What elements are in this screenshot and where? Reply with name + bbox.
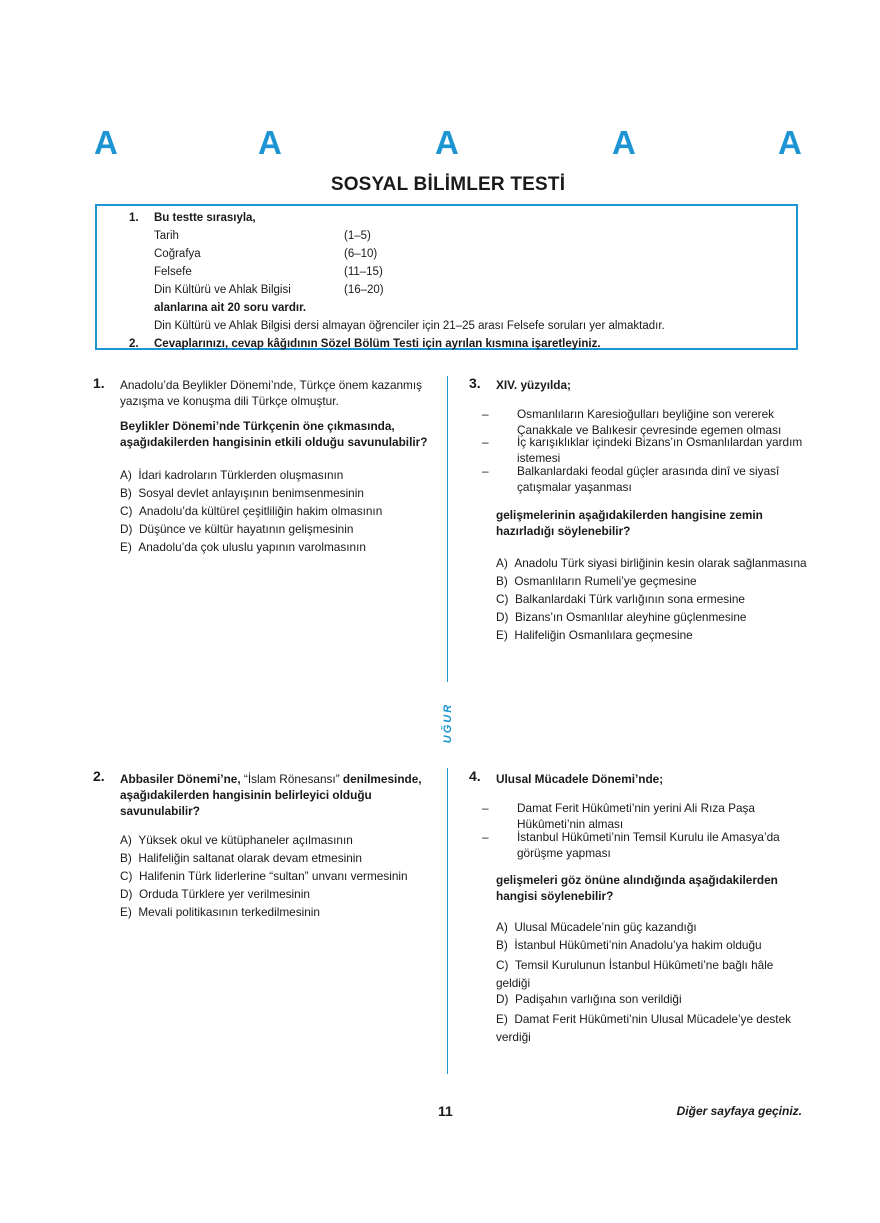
answer-option[interactable]: B) Sosyal devlet anlayışının benimsenmesinin xyxy=(120,486,364,500)
answer-option[interactable]: B) Osmanlıların Rumeli’ye geçmesine xyxy=(496,574,697,588)
bullet-dash: – xyxy=(482,801,489,815)
question-number: 2. xyxy=(93,768,105,784)
subject-name: Din Kültürü ve Ahlak Bilgisi xyxy=(154,284,291,296)
answer-option[interactable]: C) Anadolu’da kültürel çeşitliliğin hakim olmasının xyxy=(120,504,383,518)
instruction-number: 2. xyxy=(129,338,139,350)
brand-logo: UĞUR xyxy=(442,702,455,744)
bullet-dash: – xyxy=(482,830,489,844)
answer-option[interactable]: E) Mevali politikasının terkedilmesinin xyxy=(120,905,320,919)
answer-option[interactable]: D) Düşünce ve kültür hayatının gelişmesinin xyxy=(120,522,354,536)
answer-option[interactable]: A) İdari kadroların Türklerden oluşmasının xyxy=(120,468,344,482)
question-stem: Anadolu’da Beylikler Dönemi’nde, Türkçe önem kazanmış yazışma ve konuşma dili Türkçe olmuştur. xyxy=(120,378,423,408)
column-divider xyxy=(447,376,448,682)
subject-name: Felsefe xyxy=(154,266,192,278)
answer-option[interactable]: C) Halifenin Türk liderlerine “sultan” unvanı vermesinin xyxy=(120,869,408,883)
subject-name: Tarih xyxy=(154,230,179,242)
subject-range: (6–10) xyxy=(344,248,378,260)
question-number: 4. xyxy=(469,768,481,784)
question-intro: XIV. yüzyılda; xyxy=(496,378,571,392)
bullet-text: İç karışıklıklar içindeki Bizans’ın Osmanlılardan yardım istemesi xyxy=(517,435,803,465)
booklet-letter: A xyxy=(435,124,459,161)
question-number: 1. xyxy=(93,375,105,391)
instructions-box xyxy=(95,204,798,350)
answer-option[interactable]: D) Padişahın varlığına son verildiği xyxy=(496,992,682,1006)
subject-range: (11–15) xyxy=(344,266,383,278)
count-text: alanlarına ait 20 soru vardır. xyxy=(154,302,307,314)
answer-option[interactable]: B) Halifeliğin saltanat olarak devam etmesinin xyxy=(120,851,362,865)
bullet-text: Damat Ferit Hükûmeti’nin yerini Ali Rıza Paşa Hükûmeti’nin alması xyxy=(517,801,755,831)
booklet-letter: A xyxy=(612,124,636,161)
answer-option[interactable]: E) Damat Ferit Hükûmeti’nin Ulusal Mücadele’ye destek verdiği xyxy=(496,1012,792,1044)
booklet-letter: A xyxy=(258,124,282,161)
answer-option[interactable]: E) Halifeliğin Osmanlılara geçmesine xyxy=(496,628,693,642)
question-intro: Ulusal Mücadele Dönemi’nde; xyxy=(496,772,664,786)
bullet-text: Osmanlıların Karesioğulları beyliğine son vererek Çanakkale ve Balıkesir çevresinde egemen olması xyxy=(517,407,782,437)
booklet-letter: A xyxy=(778,124,802,161)
instruction-heading: Bu testte sırasıyla, xyxy=(154,212,256,224)
bullet-dash: – xyxy=(482,407,489,421)
page-title: SOSYAL BİLİMLER TESTİ xyxy=(330,174,566,195)
page-number: 11 xyxy=(438,1103,453,1119)
instruction-number: 1. xyxy=(129,212,139,224)
answer-option[interactable]: D) Bizans’ın Osmanlılar aleyhine güçlenmesine xyxy=(496,610,747,624)
question-prompt: gelişmeleri göz önüne alındığında aşağıdakilerden hangisi söylenebilir? xyxy=(496,873,778,903)
bullet-dash: – xyxy=(482,435,489,449)
subject-range: (16–20) xyxy=(344,284,384,296)
instruction-text: Cevaplarınızı, cevap kâğıdının Sözel Bölüm Testi için ayrılan kısmına işaretleyiniz. xyxy=(154,338,601,350)
answer-option[interactable]: C) Temsil Kurulunun İstanbul Hükûmeti’ne bağlı hâle geldiği xyxy=(496,958,774,990)
question-prompt: Beylikler Dönemi’nde Türkçenin öne çıkmasında, aşağıdakilerden hangisinin etkili olduğu savunulabilir? xyxy=(120,419,428,449)
answer-option[interactable]: B) İstanbul Hükûmeti’nin Anadolu’ya hakim olduğu xyxy=(496,938,762,952)
note-text: Din Kültürü ve Ahlak Bilgisi dersi almayan öğrenciler için 21–25 arası Felsefe soruları yer almaktadır. xyxy=(154,320,665,332)
answer-option[interactable]: A) Ulusal Mücadele’nin güç kazandığı xyxy=(496,920,697,934)
booklet-letter: A xyxy=(94,124,118,161)
answer-option[interactable]: E) Anadolu’da çok uluslu yapının varolmasının xyxy=(120,540,366,554)
column-divider xyxy=(447,768,448,1074)
answer-option[interactable]: D) Orduda Türklere yer verilmesinin xyxy=(120,887,310,901)
question-prompt: Abbasiler Dönemi’ne, “İslam Rönesansı” denilmesinde, aşağıdakilerden hangisinin belirleyici olduğu savunulabilir? xyxy=(120,772,422,818)
subject-name: Coğrafya xyxy=(154,248,201,260)
subject-range: (1–5) xyxy=(344,230,371,242)
question-prompt: gelişmelerinin aşağıdakilerden hangisine zemin hazırladığı söylenebilir? xyxy=(496,508,763,538)
answer-option[interactable]: C) Balkanlardaki Türk varlığının sona ermesine xyxy=(496,592,745,606)
answer-option[interactable]: A) Yüksek okul ve kütüphaneler açılmasının xyxy=(120,833,353,847)
answer-option[interactable]: A) Anadolu Türk siyasi birliğinin kesin olarak sağlanmasına xyxy=(496,556,807,570)
bullet-text: Balkanlardaki feodal güçler arasında dinî ve siyasî çatışmalar yaşanması xyxy=(517,464,780,494)
question-number: 3. xyxy=(469,375,481,391)
bullet-text: İstanbul Hükûmeti’nin Temsil Kurulu ile Amasya’da görüşme yapması xyxy=(517,830,780,860)
bullet-dash: – xyxy=(482,464,489,478)
next-page-note: Diğer sayfaya geçiniz. xyxy=(676,1104,802,1118)
